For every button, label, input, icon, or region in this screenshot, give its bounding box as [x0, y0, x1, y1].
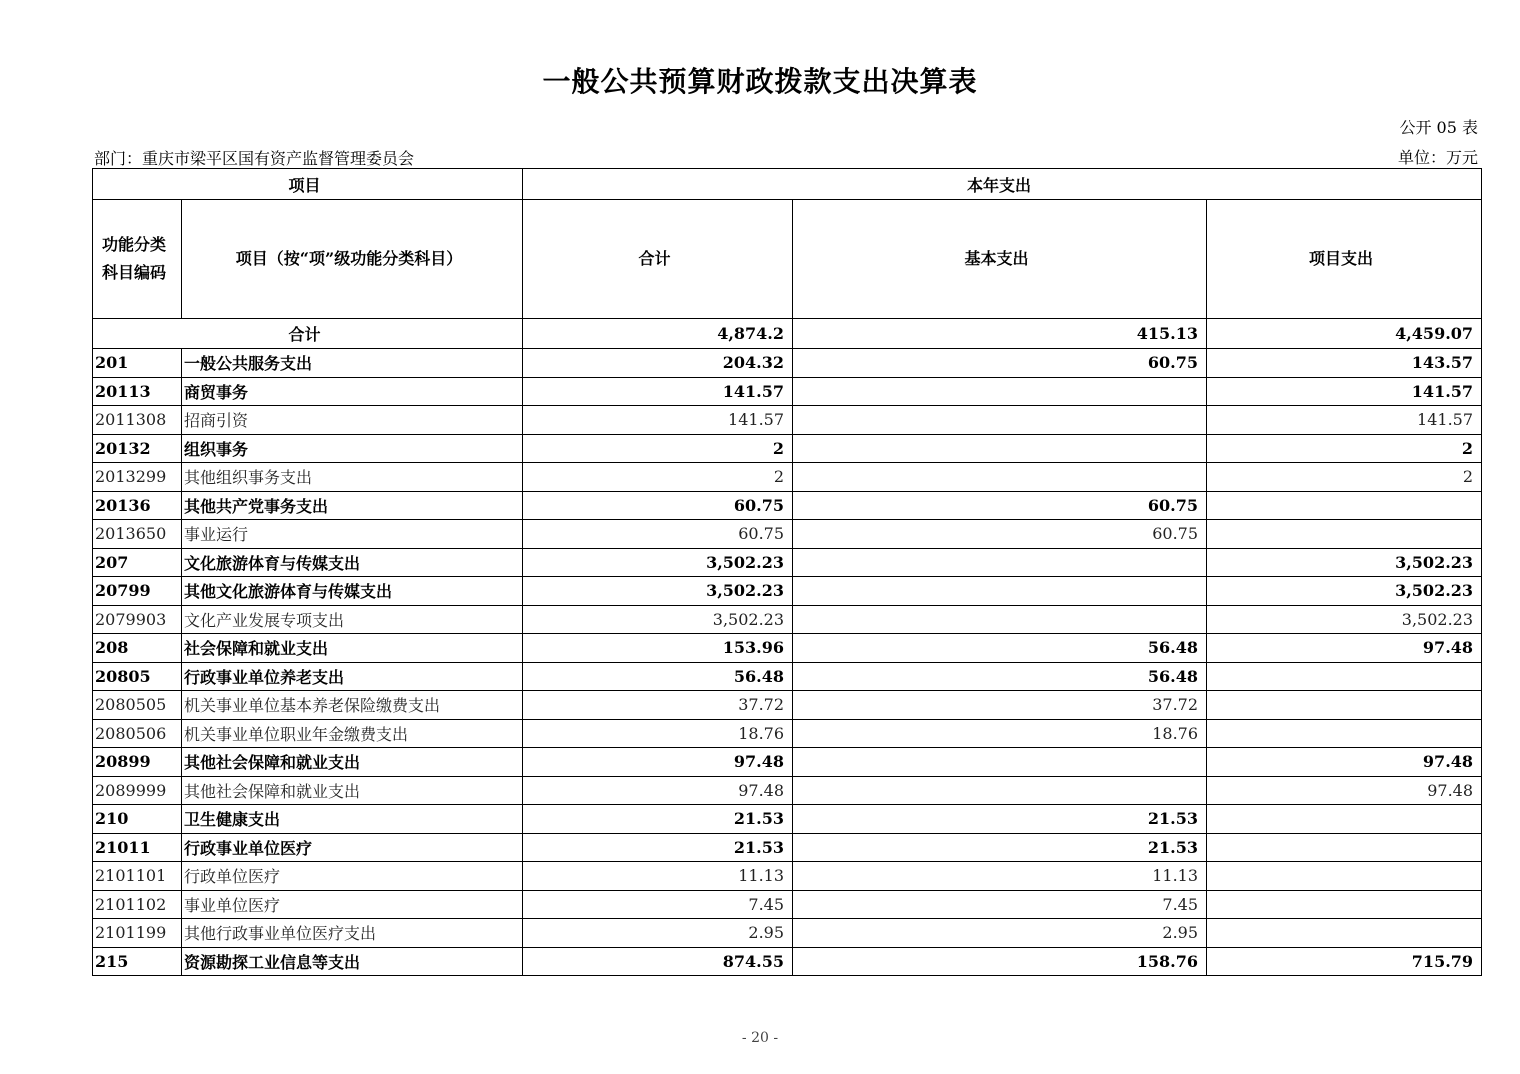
cell-name: 文化旅游体育与传媒支出	[182, 548, 523, 577]
cell-code: 208	[93, 634, 182, 663]
table-row	[93, 548, 1482, 577]
cell-code: 2101101	[93, 862, 182, 891]
table-row	[93, 349, 1482, 378]
cell-name: 其他共产党事务支出	[182, 491, 523, 520]
cell-project: 3,502.23	[1207, 577, 1482, 606]
total-label: 合计	[93, 319, 523, 349]
cell-name: 事业单位医疗	[182, 890, 523, 919]
cell-name: 一般公共服务支出	[182, 349, 523, 378]
cell-basic	[793, 605, 1207, 634]
cell-total: 2	[523, 434, 793, 463]
cell-total: 153.96	[523, 634, 793, 663]
cell-name: 商贸事务	[182, 377, 523, 406]
cell-project	[1207, 719, 1482, 748]
cell-code: 2011308	[93, 406, 182, 435]
group-header-this-year: 本年支出	[523, 169, 1482, 200]
cell-code: 20136	[93, 491, 182, 520]
cell-name: 社会保障和就业支出	[182, 634, 523, 663]
cell-name: 其他行政事业单位医疗支出	[182, 919, 523, 948]
cell-basic: 60.75	[793, 491, 1207, 520]
cell-project	[1207, 691, 1482, 720]
budget-table	[92, 168, 1482, 976]
group-header-project: 项目	[93, 169, 523, 200]
cell-total: 37.72	[523, 691, 793, 720]
cell-basic: 56.48	[793, 662, 1207, 691]
cell-code: 20799	[93, 577, 182, 606]
cell-project: 97.48	[1207, 634, 1482, 663]
cell-name: 机关事业单位职业年金缴费支出	[182, 719, 523, 748]
unit-label: 单位：万元	[1397, 148, 1478, 167]
column-header-project: 项目支出	[1207, 200, 1482, 319]
cell-name: 招商引资	[182, 406, 523, 435]
cell-project	[1207, 890, 1482, 919]
cell-project	[1207, 919, 1482, 948]
cell-name: 其他社会保障和就业支出	[182, 748, 523, 777]
cell-basic: 7.45	[793, 890, 1207, 919]
cell-name: 事业运行	[182, 520, 523, 549]
cell-total: 60.75	[523, 491, 793, 520]
cell-total: 2	[523, 463, 793, 492]
group-header-row	[93, 169, 1482, 200]
cell-basic	[793, 748, 1207, 777]
cell-basic: 11.13	[793, 862, 1207, 891]
cell-total: 7.45	[523, 890, 793, 919]
cell-code: 215	[93, 947, 182, 976]
table-row	[93, 520, 1482, 549]
cell-total: 11.13	[523, 862, 793, 891]
column-header-name: 项目（按“项”级功能分类科目）	[182, 200, 523, 319]
department-label: 部门：重庆市梁平区国有资产监督管理委员会	[94, 149, 415, 168]
cell-total: 874.55	[523, 947, 793, 976]
cell-name: 文化产业发展专项支出	[182, 605, 523, 634]
cell-basic: 158.76	[793, 947, 1207, 976]
cell-basic: 60.75	[793, 520, 1207, 549]
cell-name: 组织事务	[182, 434, 523, 463]
cell-total: 3,502.23	[523, 577, 793, 606]
cell-basic: 37.72	[793, 691, 1207, 720]
cell-project	[1207, 805, 1482, 834]
cell-basic	[793, 463, 1207, 492]
cell-code: 201	[93, 349, 182, 378]
cell-basic	[793, 434, 1207, 463]
cell-code: 2079903	[93, 605, 182, 634]
cell-code: 21011	[93, 833, 182, 862]
table-row	[93, 862, 1482, 891]
cell-basic: 21.53	[793, 805, 1207, 834]
cell-basic	[793, 377, 1207, 406]
cell-project: 141.57	[1207, 377, 1482, 406]
cell-code: 20805	[93, 662, 182, 691]
cell-basic: 56.48	[793, 634, 1207, 663]
cell-code: 2080506	[93, 719, 182, 748]
cell-project	[1207, 833, 1482, 862]
cell-name: 卫生健康支出	[182, 805, 523, 834]
cell-project	[1207, 662, 1482, 691]
form-number: 公开 05 表	[1399, 118, 1478, 137]
table-row	[93, 776, 1482, 805]
cell-basic: 2.95	[793, 919, 1207, 948]
cell-project: 97.48	[1207, 776, 1482, 805]
table-row	[93, 890, 1482, 919]
table-row	[93, 691, 1482, 720]
column-header-code: 功能分类科目编码	[93, 200, 182, 319]
total-project: 4,459.07	[1207, 319, 1482, 349]
table-row	[93, 919, 1482, 948]
table-row	[93, 662, 1482, 691]
cell-basic: 21.53	[793, 833, 1207, 862]
cell-code: 2080505	[93, 691, 182, 720]
cell-project: 715.79	[1207, 947, 1482, 976]
page-number: - 20 -	[741, 1030, 779, 1046]
cell-project: 2	[1207, 434, 1482, 463]
cell-project: 3,502.23	[1207, 548, 1482, 577]
cell-code: 207	[93, 548, 182, 577]
cell-name: 其他社会保障和就业支出	[182, 776, 523, 805]
cell-name: 机关事业单位基本养老保险缴费支出	[182, 691, 523, 720]
total-sum: 4,874.2	[523, 319, 793, 349]
cell-code: 20113	[93, 377, 182, 406]
cell-total: 21.53	[523, 833, 793, 862]
cell-code: 2013299	[93, 463, 182, 492]
cell-total: 3,502.23	[523, 548, 793, 577]
cell-total: 56.48	[523, 662, 793, 691]
total-row	[93, 319, 1482, 349]
cell-total: 60.75	[523, 520, 793, 549]
cell-code: 2101102	[93, 890, 182, 919]
cell-basic: 18.76	[793, 719, 1207, 748]
cell-name: 行政事业单位医疗	[182, 833, 523, 862]
table-row	[93, 634, 1482, 663]
column-header-basic: 基本支出	[793, 200, 1207, 319]
cell-code: 2089999	[93, 776, 182, 805]
cell-total: 97.48	[523, 748, 793, 777]
table-row	[93, 377, 1482, 406]
table-row	[93, 748, 1482, 777]
table-row	[93, 491, 1482, 520]
page-title: 一般公共预算财政拨款支出决算表	[542, 65, 978, 98]
cell-name: 行政事业单位养老支出	[182, 662, 523, 691]
table-row	[93, 805, 1482, 834]
cell-basic: 60.75	[793, 349, 1207, 378]
cell-basic	[793, 577, 1207, 606]
table-row	[93, 406, 1482, 435]
cell-project: 141.57	[1207, 406, 1482, 435]
table-row	[93, 463, 1482, 492]
cell-code: 210	[93, 805, 182, 834]
column-header-total: 合计	[523, 200, 793, 319]
cell-total: 97.48	[523, 776, 793, 805]
cell-total: 3,502.23	[523, 605, 793, 634]
cell-total: 18.76	[523, 719, 793, 748]
cell-code: 2101199	[93, 919, 182, 948]
cell-basic	[793, 776, 1207, 805]
cell-name: 其他组织事务支出	[182, 463, 523, 492]
cell-project: 143.57	[1207, 349, 1482, 378]
cell-code: 20899	[93, 748, 182, 777]
cell-name: 行政单位医疗	[182, 862, 523, 891]
cell-code: 2013650	[93, 520, 182, 549]
table-row	[93, 434, 1482, 463]
cell-total: 141.57	[523, 406, 793, 435]
cell-code: 20132	[93, 434, 182, 463]
cell-basic	[793, 548, 1207, 577]
cell-total: 204.32	[523, 349, 793, 378]
cell-name: 其他文化旅游体育与传媒支出	[182, 577, 523, 606]
cell-total: 21.53	[523, 805, 793, 834]
cell-total: 2.95	[523, 919, 793, 948]
cell-project	[1207, 862, 1482, 891]
column-header-row	[93, 200, 1482, 319]
cell-basic	[793, 406, 1207, 435]
table-row	[93, 833, 1482, 862]
cell-project: 97.48	[1207, 748, 1482, 777]
cell-project	[1207, 520, 1482, 549]
cell-project	[1207, 491, 1482, 520]
total-basic: 415.13	[793, 319, 1207, 349]
cell-project: 3,502.23	[1207, 605, 1482, 634]
cell-name: 资源勘探工业信息等支出	[182, 947, 523, 976]
table-row	[93, 605, 1482, 634]
table-row	[93, 577, 1482, 606]
table-row	[93, 947, 1482, 976]
cell-project: 2	[1207, 463, 1482, 492]
table-row	[93, 719, 1482, 748]
cell-total: 141.57	[523, 377, 793, 406]
